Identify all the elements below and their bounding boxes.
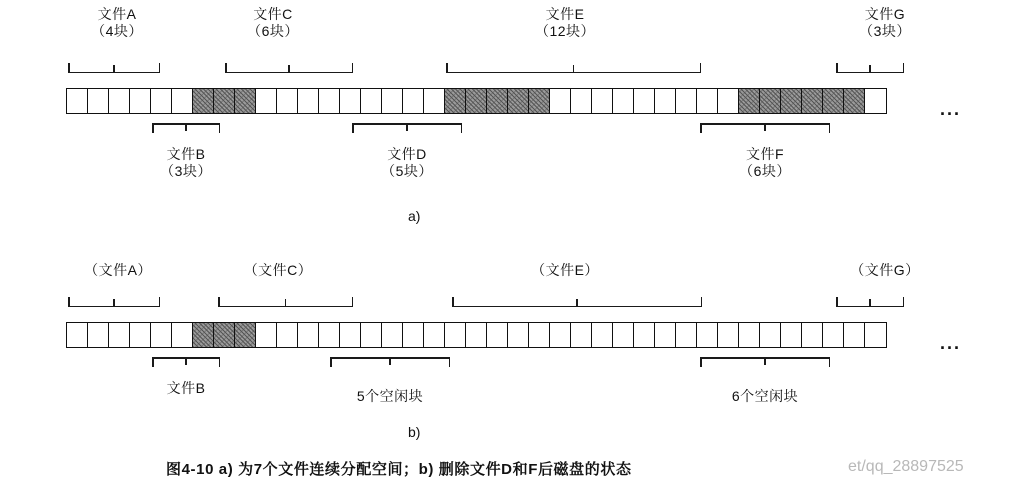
disk-block-free (424, 323, 445, 347)
label-file-d-size: （5块） (381, 163, 433, 179)
panel-a-letter: a) (408, 208, 421, 224)
disk-block-free (88, 89, 109, 113)
label-file-a-name: 文件A (97, 6, 137, 22)
label-file-c-name: 文件C (253, 6, 293, 22)
disk-block-free (277, 323, 298, 347)
brace-file-g (836, 62, 904, 76)
label-file-g-size: （3块） (859, 23, 911, 39)
disk-block-free (361, 323, 382, 347)
disk-block-free (340, 323, 361, 347)
disk-block-free (298, 323, 319, 347)
disk-block-free (802, 323, 823, 347)
brace-file-a (68, 62, 160, 76)
label-b-file-e (495, 262, 635, 279)
label-b-free-6-name: 6个空闲块 (731, 388, 799, 404)
strip-b-ellipsis: ... (940, 333, 962, 353)
disk-block-used (781, 89, 802, 113)
disk-block-used (508, 89, 529, 113)
disk-block-free (739, 323, 760, 347)
disk-block-used (760, 89, 781, 113)
brace-b-file-e (452, 296, 702, 310)
disk-block-free (634, 89, 655, 113)
disk-block-free (88, 323, 109, 347)
disk-block-free (865, 323, 886, 347)
disk-block-free (382, 89, 403, 113)
disk-block-used (529, 89, 550, 113)
label-file-g (830, 6, 940, 40)
disk-block-free (130, 323, 151, 347)
label-file-c-size: （6块） (247, 23, 299, 39)
label-file-d-name: 文件D (387, 146, 427, 162)
brace-file-b (152, 120, 220, 134)
disk-block-free (109, 323, 130, 347)
disk-block-free (130, 89, 151, 113)
label-b-file-g (825, 262, 945, 279)
disk-block-free (424, 89, 445, 113)
disk-block-used (193, 89, 214, 113)
disk-block-free (109, 89, 130, 113)
disk-block-free (151, 323, 172, 347)
label-file-a (62, 6, 172, 40)
disk-block-free (67, 89, 88, 113)
disk-block-used (214, 89, 235, 113)
label-b-free-5 (330, 388, 450, 405)
disk-block-used (802, 89, 823, 113)
disk-block-free (655, 323, 676, 347)
label-file-e-size: （12块） (534, 23, 596, 39)
disk-block-used (235, 323, 256, 347)
disk-block-free (550, 323, 571, 347)
disk-block-free (466, 323, 487, 347)
disk-block-free (277, 89, 298, 113)
label-file-c (218, 6, 328, 40)
label-b-file-e-name: （文件E） (531, 262, 599, 278)
label-file-b (131, 146, 241, 180)
disk-block-free (550, 89, 571, 113)
disk-block-used (844, 89, 865, 113)
disk-block-free (256, 323, 277, 347)
brace-b-free-6 (700, 354, 830, 368)
disk-block-used (214, 323, 235, 347)
disk-block-used (193, 323, 214, 347)
disk-block-free (256, 89, 277, 113)
disk-block-free (781, 323, 802, 347)
label-file-a-size: （4块） (91, 23, 143, 39)
disk-block-free (697, 89, 718, 113)
disk-block-free (172, 323, 193, 347)
disk-block-used (445, 89, 466, 113)
disk-block-free (529, 323, 550, 347)
label-file-f-size: （6块） (739, 163, 791, 179)
disk-block-free (655, 89, 676, 113)
label-b-file-g-name: （文件G） (850, 262, 920, 278)
disk-block-free (361, 89, 382, 113)
disk-block-used (739, 89, 760, 113)
disk-block-free (865, 89, 886, 113)
disk-block-free (403, 89, 424, 113)
disk-block-free (67, 323, 88, 347)
disk-block-free (760, 323, 781, 347)
label-file-f-name: 文件F (745, 146, 785, 162)
watermark: et/qq_28897525 (848, 458, 964, 475)
brace-file-f (700, 120, 830, 134)
panel-b-letter: b) (408, 424, 421, 440)
disk-block-free (445, 323, 466, 347)
disk-block-free (487, 323, 508, 347)
disk-block-free (718, 89, 739, 113)
disk-block-free (676, 323, 697, 347)
label-file-b-name: 文件B (166, 146, 206, 162)
disk-block-free (571, 89, 592, 113)
disk-strip-a (66, 88, 887, 114)
label-b-file-b (131, 380, 241, 397)
label-b-free-5-name: 5个空闲块 (356, 388, 424, 404)
label-b-free-6 (700, 388, 830, 405)
label-b-file-c-name: （文件C） (243, 262, 313, 278)
disk-block-free (571, 323, 592, 347)
disk-block-used (235, 89, 256, 113)
disk-block-used (487, 89, 508, 113)
label-b-file-b-name: 文件B (166, 380, 206, 396)
disk-block-used (466, 89, 487, 113)
strip-a-ellipsis: ... (940, 99, 962, 119)
label-file-e (500, 6, 630, 40)
disk-block-free (844, 323, 865, 347)
brace-b-file-b (152, 354, 220, 368)
disk-block-free (151, 89, 172, 113)
label-file-d (352, 146, 462, 180)
disk-strip-b (66, 322, 887, 348)
figure-caption: 图4-10 a) 为7个文件连续分配空间；b) 删除文件D和F后磁盘的状态 (166, 461, 632, 478)
disk-block-free (172, 89, 193, 113)
brace-file-e (446, 62, 701, 76)
brace-file-c (225, 62, 353, 76)
brace-file-d (352, 120, 462, 134)
disk-block-free (718, 323, 739, 347)
label-file-f (710, 146, 820, 180)
disk-block-free (508, 323, 529, 347)
disk-block-free (382, 323, 403, 347)
disk-block-free (697, 323, 718, 347)
label-file-e-name: 文件E (545, 6, 585, 22)
label-b-file-c (218, 262, 338, 279)
brace-b-file-g (836, 296, 904, 310)
disk-block-free (298, 89, 319, 113)
label-file-g-name: 文件G (864, 6, 906, 22)
brace-b-file-a (68, 296, 160, 310)
disk-block-free (319, 89, 340, 113)
disk-block-used (823, 89, 844, 113)
disk-block-free (613, 323, 634, 347)
disk-block-free (319, 323, 340, 347)
brace-b-free-5 (330, 354, 450, 368)
disk-block-free (592, 323, 613, 347)
label-file-b-size: （3块） (160, 163, 212, 179)
label-b-file-a (58, 262, 178, 279)
disk-block-free (403, 323, 424, 347)
disk-block-free (340, 89, 361, 113)
brace-b-file-c (218, 296, 353, 310)
disk-block-free (613, 89, 634, 113)
disk-block-free (676, 89, 697, 113)
label-b-file-a-name: （文件A） (84, 262, 152, 278)
disk-block-free (592, 89, 613, 113)
disk-block-free (634, 323, 655, 347)
disk-block-free (823, 323, 844, 347)
